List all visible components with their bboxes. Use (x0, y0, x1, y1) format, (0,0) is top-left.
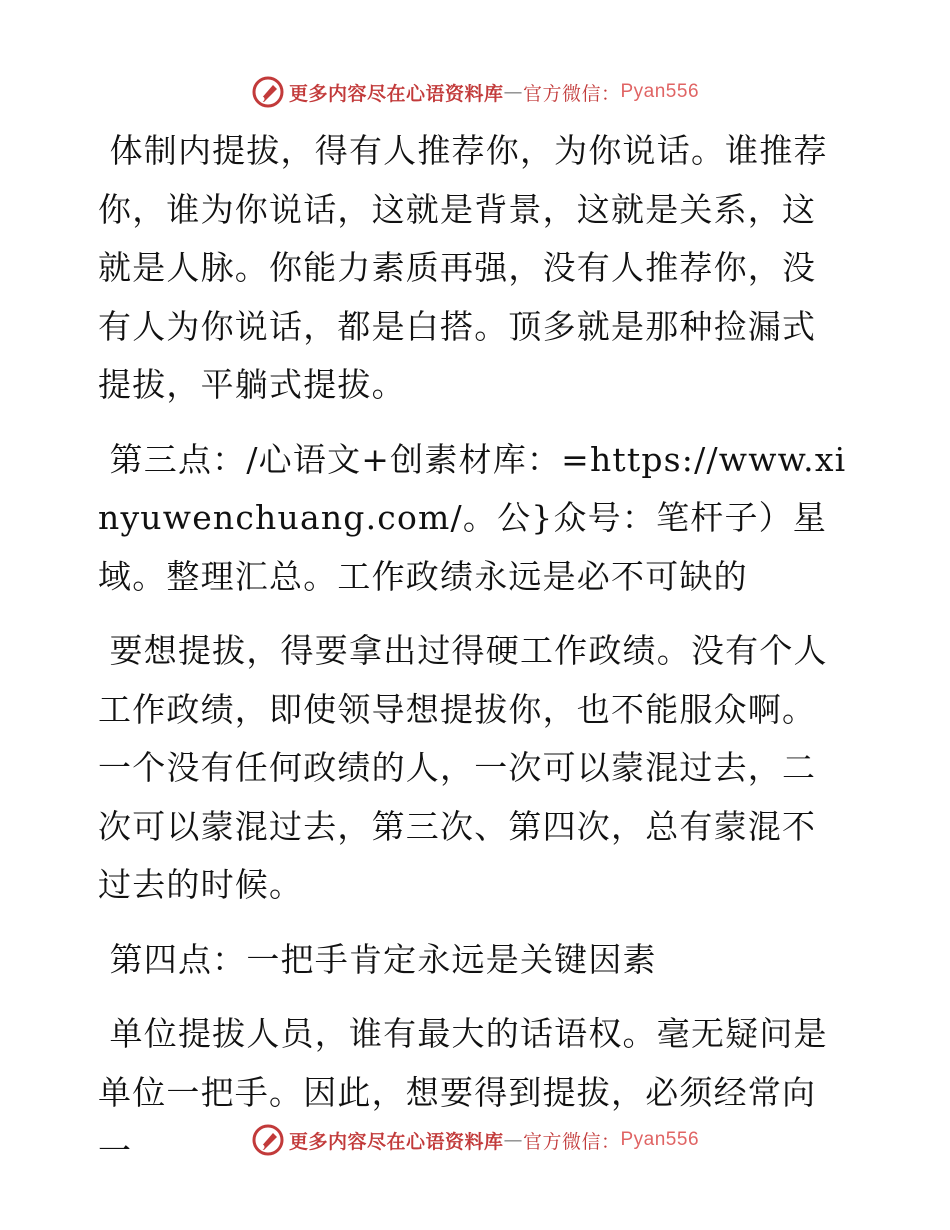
watermark-main-text: 更多内容尽在心语资料库 (288, 82, 504, 105)
watermark-dash: — (503, 1129, 523, 1151)
watermark-dash: — (503, 81, 523, 103)
footer-watermark (0, 1120, 950, 1160)
watermark-official-label: 官方微信： (522, 1130, 621, 1153)
watermark-handle: Pyan556 (620, 81, 700, 102)
watermark-handle: Pyan556 (620, 1129, 700, 1150)
pen-nib-seal-icon (251, 75, 285, 109)
watermark-official-label: 官方微信： (522, 82, 621, 105)
header-watermark (0, 72, 950, 112)
document-body (98, 122, 850, 1197)
paragraph-promotion-recommendation: 体制内提拔，得有人推荐你，为你说话。谁推荐你，谁为你说话，这就是背景，这就是关系，这就是人脉。你能力素质再强，没有人推荐你，没有人为你说话，都是白搭。顶多就是那种捡漏式提拔，平躺式提拔。 (98, 131, 828, 404)
heading-point-four: 第四点：一把手肯定永远是关键因素 (109, 939, 657, 979)
pen-nib-seal-icon (251, 1123, 285, 1157)
heading-point-three: 第三点：/心语文+创素材库：=https://www.xinyuwenchuang.com/。公}众号：笔杆子）星域。整理汇总。工作政绩永远是必不可缺的 (98, 439, 847, 596)
paragraph-work-achievements: 要想提拔，得要拿出过得硬工作政绩。没有个人工作政绩，即使领导想提拔你，也不能服众啊。一个没有任何政绩的人，一次可以蒙混过去，二次可以蒙混过去，第三次、第四次，总有蒙混不过去的时候。 (98, 631, 828, 904)
paragraph-top-leader: 单位提拔人员，谁有最大的话语权。毫无疑问是单位一把手。因此，想要得到提拔，必须经常向一 (98, 1014, 828, 1170)
watermark-main-text: 更多内容尽在心语资料库 (288, 1130, 504, 1153)
